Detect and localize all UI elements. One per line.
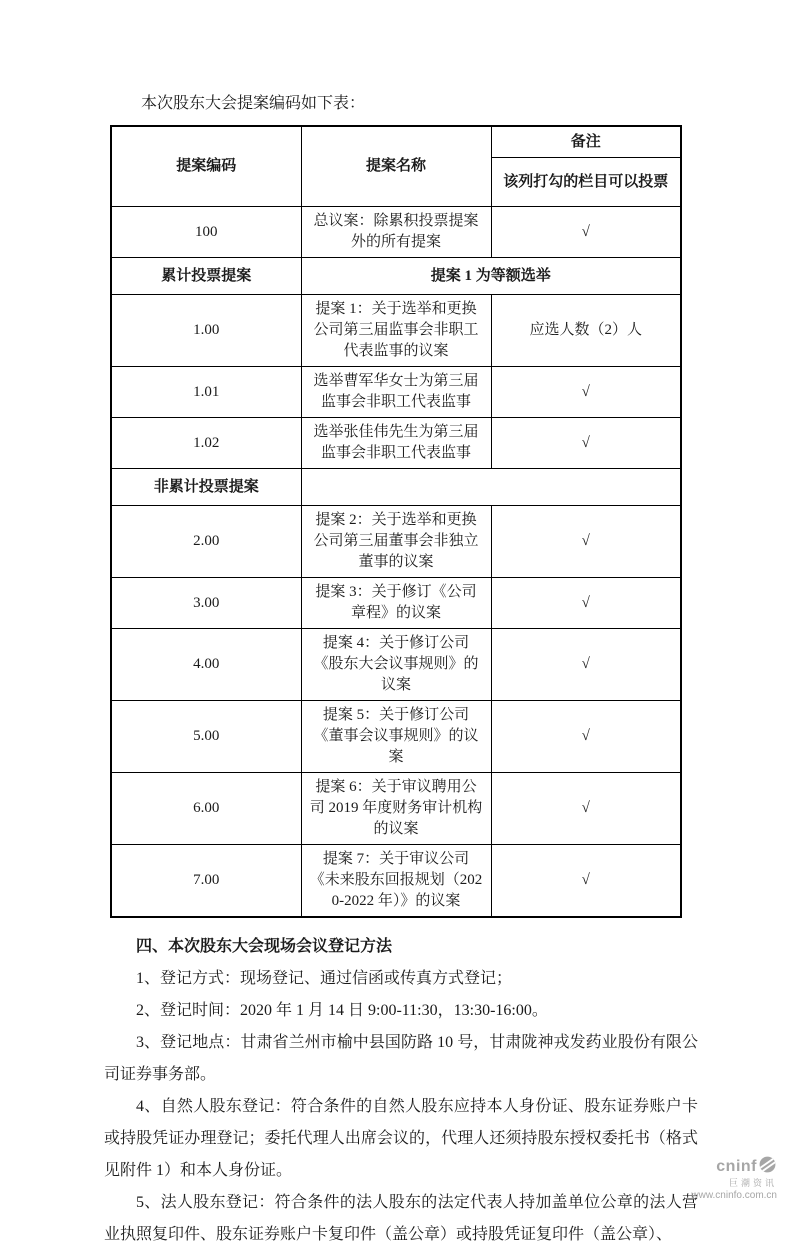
table-row	[111, 418, 681, 469]
section-heading: 四、本次股东大会现场会议登记方法	[136, 938, 393, 955]
proposal-code: 1.02	[111, 418, 301, 469]
proposal-remark: √	[491, 418, 681, 469]
group-label: 非累计投票提案	[111, 469, 301, 506]
paragraph-registration-method: 1、登记方式：现场登记、通过信函或传真方式登记；	[136, 970, 513, 987]
table-row	[111, 367, 681, 418]
proposal-name: 选举张佳伟先生为第三届监事会非职工代表监事	[301, 418, 491, 469]
proposal-name: 选举曹军华女士为第三届监事会非职工代表监事	[301, 367, 491, 418]
proposal-code: 100	[111, 207, 301, 258]
header-proposal-name: 提案名称	[301, 126, 491, 207]
proposal-code: 3.00	[111, 578, 301, 629]
paragraph-natural-person: 4、自然人股东登记：符合条件的自然人股东应持本人身份证、股东证券账户卡或持股凭证办理登记；委托代理人出席会议的，代理人还须持股东授权委托书（格式见附件 1）和本人身份证。	[104, 1098, 698, 1179]
proposal-code-table	[110, 125, 682, 918]
proposal-remark: 应选人数（2）人	[491, 295, 681, 367]
proposal-name: 提案 2：关于选举和更换公司第三届董事会非独立董事的议案	[301, 506, 491, 578]
table-row	[111, 773, 681, 845]
table-row	[111, 506, 681, 578]
header-proposal-code: 提案编码	[111, 126, 301, 207]
registration-paragraphs	[104, 963, 698, 1251]
paragraph-registration-place: 3、登记地点：甘肃省兰州市榆中县国防路 10 号，甘肃陇神戎发药业股份有限公司证券事务部。	[104, 1034, 698, 1083]
table-header-row	[111, 126, 681, 158]
proposal-remark: √	[491, 367, 681, 418]
paragraph-registration-time: 2、登记时间：2020 年 1 月 14 日 9:00-11:30，13:30-16:00。	[136, 1002, 548, 1019]
proposal-code: 7.00	[111, 845, 301, 918]
proposal-remark: √	[491, 845, 681, 918]
proposal-name: 提案 1：关于选举和更换公司第三届监事会非职工代表监事的议案	[301, 295, 491, 367]
group-label: 累计投票提案	[111, 258, 301, 295]
table-row	[111, 845, 681, 918]
proposal-remark: √	[491, 773, 681, 845]
proposal-code: 6.00	[111, 773, 301, 845]
cninfo-url: www.cninfo.com.cn	[691, 1190, 777, 1201]
proposal-remark: √	[491, 578, 681, 629]
cninfo-caption: 巨潮资讯	[728, 1178, 777, 1189]
paragraph-legal-person: 5、法人股东登记：符合条件的法人股东的法定代表人持加盖单位公章的法人营业执照复印件、股东证券账户卡复印件（盖公章）或持股凭证复印件（盖公章）、	[104, 1194, 698, 1243]
proposal-remark: √	[491, 506, 681, 578]
table-row	[111, 578, 681, 629]
proposal-code: 1.00	[111, 295, 301, 367]
table-row	[111, 207, 681, 258]
proposal-code: 2.00	[111, 506, 301, 578]
proposal-name: 提案 3：关于修订《公司章程》的议案	[301, 578, 491, 629]
proposal-remark: √	[491, 629, 681, 701]
group-note: 提案 1 为等额选举	[301, 258, 681, 295]
table-row	[111, 701, 681, 773]
header-remark: 备注	[491, 126, 681, 158]
proposal-code: 4.00	[111, 629, 301, 701]
table-row	[111, 295, 681, 367]
proposal-name: 提案 7：关于审议公司《未来股东回报规划（2020-2022 年）》的议案	[301, 845, 491, 918]
proposal-remark: √	[491, 701, 681, 773]
cninfo-watermark	[691, 1155, 777, 1201]
intro-text: 本次股东大会提案编码如下表：	[141, 95, 366, 112]
proposal-name: 提案 6：关于审议聘用公司 2019 年度财务审计机构的议案	[301, 773, 491, 845]
proposal-name: 提案 5：关于修订公司《董事会议事规则》的议案	[301, 701, 491, 773]
proposal-remark: √	[491, 207, 681, 258]
cninfo-swirl-icon	[758, 1155, 777, 1179]
table-row	[111, 629, 681, 701]
table-group-row	[111, 258, 681, 295]
cninfo-brand-text: cninf	[716, 1157, 757, 1175]
proposal-code: 1.01	[111, 367, 301, 418]
table-group-row	[111, 469, 681, 506]
proposal-name: 提案 4：关于修订公司《股东大会议事规则》的议案	[301, 629, 491, 701]
group-note	[301, 469, 681, 506]
header-remark-sub: 该列打勾的栏目可以投票	[491, 158, 681, 207]
proposal-code: 5.00	[111, 701, 301, 773]
proposal-name: 总议案：除累积投票提案外的所有提案	[301, 207, 491, 258]
